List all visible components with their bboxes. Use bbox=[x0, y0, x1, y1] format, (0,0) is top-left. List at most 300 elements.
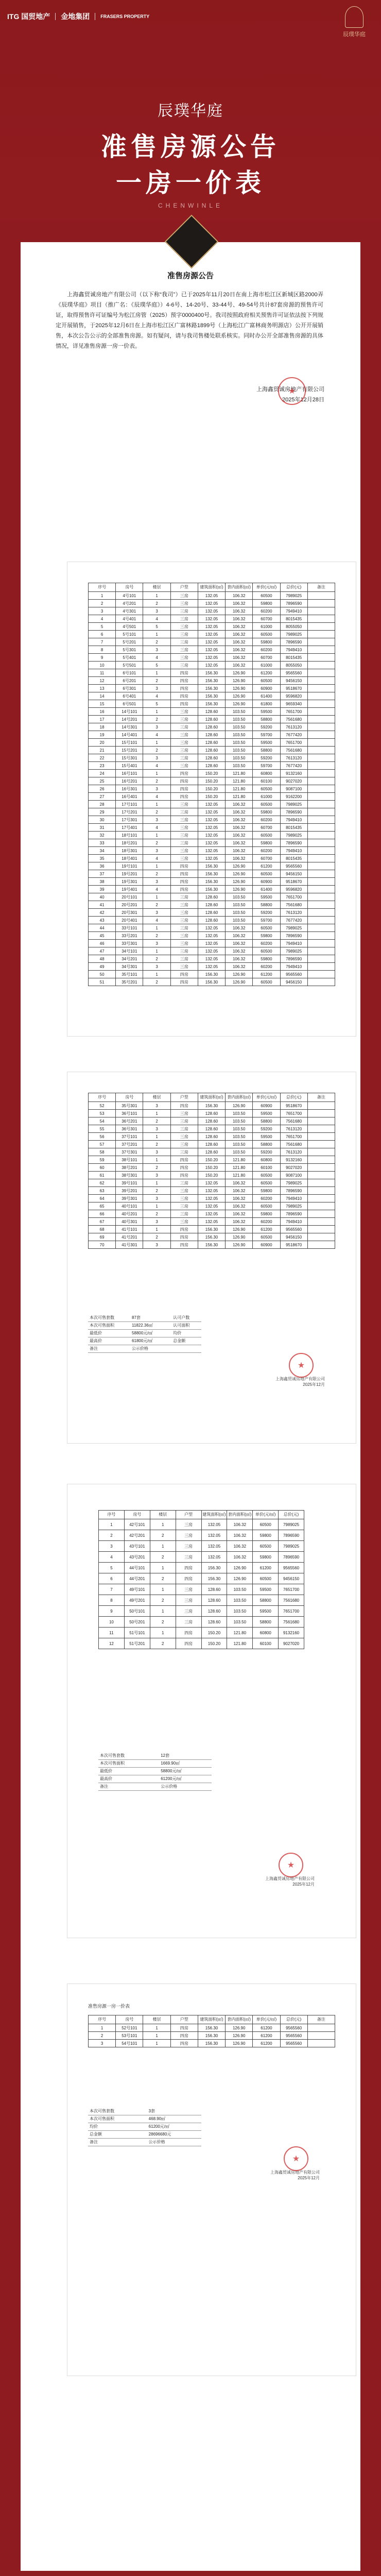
table-body bbox=[89, 592, 335, 986]
table-row bbox=[89, 1117, 335, 1125]
table-cell: 103.50 bbox=[226, 754, 253, 762]
table-cell: 9565560 bbox=[280, 2040, 307, 2047]
table-cell: 60500 bbox=[253, 631, 280, 638]
summary-cell: 本次可售套数 bbox=[88, 1314, 130, 1322]
table-cell: 50号201 bbox=[124, 1617, 150, 1628]
column-header: 套内面积(㎡) bbox=[226, 583, 253, 592]
column-header: 总价(元) bbox=[280, 1093, 307, 1102]
table-cell: 60500 bbox=[253, 924, 280, 932]
table-cell: 156.30 bbox=[201, 1563, 227, 1573]
table-row bbox=[89, 1179, 335, 1187]
table-cell: 2 bbox=[143, 677, 170, 685]
table-row bbox=[89, 731, 335, 739]
table-row bbox=[89, 723, 335, 731]
table-cell: 132.05 bbox=[198, 1210, 225, 1218]
table-row bbox=[89, 978, 335, 986]
table-cell: 36号201 bbox=[116, 1117, 143, 1125]
table-cell: 三房 bbox=[170, 623, 198, 631]
table-cell: 63 bbox=[89, 1187, 116, 1195]
stamp-block bbox=[265, 1876, 315, 1887]
table-row bbox=[89, 646, 335, 654]
table-row bbox=[89, 862, 335, 870]
table-cell: 106.32 bbox=[226, 832, 253, 839]
table-cell bbox=[307, 1202, 335, 1210]
table-cell: 59200 bbox=[253, 723, 280, 731]
table-cell: 34号301 bbox=[116, 963, 143, 971]
summary-cell: 最低价 bbox=[98, 1768, 159, 1775]
column-header: 总价(元) bbox=[279, 1511, 304, 1519]
table-cell: 7989025 bbox=[280, 1202, 307, 1210]
table-cell: 1 bbox=[143, 1179, 170, 1187]
table-cell: 三房 bbox=[170, 955, 198, 963]
table-cell: 132.05 bbox=[198, 592, 225, 600]
table-row bbox=[89, 623, 335, 631]
table-header-row bbox=[89, 2015, 335, 2024]
company-seal bbox=[289, 1353, 314, 1378]
table-cell: 15号101 bbox=[116, 739, 143, 747]
table-cell: 四房 bbox=[170, 793, 198, 801]
table-cell: 60500 bbox=[253, 870, 280, 878]
table-cell: 106.32 bbox=[226, 824, 253, 832]
table-cell: 7613120 bbox=[280, 909, 307, 917]
table-cell: 61400 bbox=[253, 886, 280, 893]
table-cell: 60700 bbox=[253, 855, 280, 862]
table-cell bbox=[307, 1117, 335, 1125]
table-cell: 7896590 bbox=[280, 808, 307, 816]
table-row bbox=[99, 1595, 304, 1606]
table-cell: 60900 bbox=[253, 685, 280, 692]
table-cell: 2 bbox=[143, 716, 170, 723]
table-cell: 9596820 bbox=[280, 692, 307, 700]
table-row bbox=[89, 909, 335, 917]
table-cell: 7989025 bbox=[280, 947, 307, 955]
table-cell: 18号301 bbox=[116, 847, 143, 855]
table-cell: 20号101 bbox=[116, 893, 143, 901]
table-cell bbox=[307, 1218, 335, 1226]
table-cell: 3 bbox=[143, 646, 170, 654]
table-cell: 61200 bbox=[253, 669, 280, 677]
table-cell: 1 bbox=[143, 770, 170, 777]
column-header: 单价(元/㎡) bbox=[253, 1511, 279, 1519]
table-cell: 106.32 bbox=[226, 955, 253, 963]
table-cell: 132.05 bbox=[198, 1195, 225, 1202]
table-cell: 106.32 bbox=[226, 592, 253, 600]
table-cell: 四房 bbox=[176, 1638, 201, 1649]
table-header-row bbox=[99, 1511, 304, 1519]
summary-cell: 最高价 bbox=[98, 1775, 159, 1783]
table-cell: 59800 bbox=[253, 932, 280, 940]
table-cell: 128.60 bbox=[198, 731, 225, 739]
table-cell: 40号301 bbox=[116, 1218, 143, 1226]
table-row bbox=[89, 893, 335, 901]
gemdale-logo: 金地集团 bbox=[61, 12, 90, 21]
table-cell: 60500 bbox=[253, 947, 280, 955]
table-cell: 17号301 bbox=[116, 816, 143, 824]
table-cell: 三房 bbox=[170, 592, 198, 600]
table-cell: 60700 bbox=[253, 654, 280, 662]
table-cell: 44 bbox=[89, 924, 116, 932]
summary-cell: 本次可售面积 bbox=[88, 2115, 147, 2123]
table-cell: 106.32 bbox=[226, 839, 253, 847]
table-row bbox=[89, 917, 335, 924]
table-cell: 1 bbox=[143, 971, 170, 978]
table-cell: 3 bbox=[143, 1125, 170, 1133]
table-cell: 22 bbox=[89, 754, 116, 762]
table-cell: 1 bbox=[143, 1202, 170, 1210]
summary-cell: 均价 bbox=[88, 2123, 147, 2131]
table-cell bbox=[307, 855, 335, 862]
table-cell bbox=[307, 832, 335, 839]
table-cell: 39 bbox=[89, 886, 116, 893]
table-cell: 15号201 bbox=[116, 747, 143, 754]
table-cell: 8015435 bbox=[280, 654, 307, 662]
table-cell: 8015435 bbox=[280, 615, 307, 623]
table-cell: 106.32 bbox=[226, 1210, 253, 1218]
table-cell: 39号201 bbox=[116, 1187, 143, 1195]
table-row bbox=[89, 1218, 335, 1226]
table-cell: 41号301 bbox=[116, 1241, 143, 1249]
table-cell: 55 bbox=[89, 1125, 116, 1133]
table-cell: 三房 bbox=[170, 1133, 198, 1141]
table-cell: 60700 bbox=[253, 615, 280, 623]
table-cell: 61200 bbox=[253, 1226, 280, 1233]
table-cell: 150.20 bbox=[198, 785, 225, 793]
table-cell: 四房 bbox=[170, 978, 198, 986]
table-cell: 4 bbox=[99, 1552, 125, 1563]
table-cell: 126.90 bbox=[226, 886, 253, 893]
table-cell: 34号201 bbox=[116, 955, 143, 963]
table-cell bbox=[307, 839, 335, 847]
table-cell: 106.32 bbox=[226, 924, 253, 932]
table-cell: 1 bbox=[143, 832, 170, 839]
summary-cell: 总金额 bbox=[88, 2131, 147, 2139]
column-header: 套内面积(㎡) bbox=[226, 1093, 253, 1102]
table-cell: 126.90 bbox=[226, 677, 253, 685]
table-row bbox=[99, 1541, 304, 1552]
summary-cell bbox=[167, 1330, 171, 1337]
table-cell: 三房 bbox=[170, 754, 198, 762]
table-cell: 三房 bbox=[170, 762, 198, 770]
table-cell: 四房 bbox=[170, 677, 198, 685]
table-row bbox=[99, 1563, 304, 1573]
table-row bbox=[89, 847, 335, 855]
table-cell: 132.05 bbox=[198, 646, 225, 654]
summary-cell: 1669.90㎡ bbox=[159, 1760, 212, 1768]
table-cell: 2 bbox=[89, 600, 116, 607]
table-cell: 30 bbox=[89, 816, 116, 824]
table-cell: 59500 bbox=[253, 708, 280, 716]
table-cell: 3 bbox=[143, 1102, 170, 1110]
table-cell: 7949410 bbox=[280, 607, 307, 615]
table-cell: 9027020 bbox=[280, 1164, 307, 1172]
table-cell: 三房 bbox=[170, 1117, 198, 1125]
table-cell: 四房 bbox=[170, 1102, 198, 1110]
column-header: 房号 bbox=[116, 583, 143, 592]
table-row bbox=[99, 1638, 304, 1649]
table-cell: 20 bbox=[89, 739, 116, 747]
table-cell: 103.50 bbox=[226, 1133, 253, 1141]
table-cell: 132.05 bbox=[201, 1541, 227, 1552]
table-cell: 121.80 bbox=[226, 770, 253, 777]
table-cell: 150.20 bbox=[198, 793, 225, 801]
table-cell: 121.80 bbox=[226, 777, 253, 785]
table-cell: 18号401 bbox=[116, 855, 143, 862]
table-body bbox=[89, 1102, 335, 1249]
column-header: 楼层 bbox=[143, 583, 170, 592]
table-cell: 三房 bbox=[170, 615, 198, 623]
table-cell: 7651700 bbox=[279, 1606, 304, 1617]
table-cell: 29 bbox=[89, 808, 116, 816]
table-cell: 64 bbox=[89, 1195, 116, 1202]
table-row bbox=[89, 793, 335, 801]
table-cell: 132.05 bbox=[198, 1187, 225, 1195]
table-cell: 103.50 bbox=[226, 708, 253, 716]
table-cell: 103.50 bbox=[226, 1125, 253, 1133]
table-cell: 9565560 bbox=[280, 862, 307, 870]
table-cell: 14号401 bbox=[116, 731, 143, 739]
table-cell: 41号201 bbox=[116, 1233, 143, 1241]
table-cell: 60200 bbox=[253, 607, 280, 615]
notice-company: 上海鑫贸诚房地产有限公司 bbox=[256, 386, 324, 393]
itg-logo: ITG 国贸地产 bbox=[7, 12, 50, 21]
table-cell: 9456150 bbox=[280, 870, 307, 878]
table-row bbox=[89, 2032, 335, 2040]
table-cell: 126.90 bbox=[226, 978, 253, 986]
table-cell: 156.30 bbox=[198, 1233, 225, 1241]
table-cell: 四房 bbox=[170, 1172, 198, 1179]
table-cell: 三房 bbox=[170, 909, 198, 917]
table-cell: 5号201 bbox=[116, 638, 143, 646]
table-row bbox=[89, 839, 335, 847]
table-cell: 9565560 bbox=[280, 1226, 307, 1233]
summary-cell bbox=[171, 1345, 201, 1353]
table-cell bbox=[307, 708, 335, 716]
column-header: 套内面积(㎡) bbox=[227, 1511, 253, 1519]
table-cell: 103.50 bbox=[226, 731, 253, 739]
table-cell: 2 bbox=[150, 1573, 176, 1584]
table-cell bbox=[307, 1125, 335, 1133]
table-cell: 7561680 bbox=[279, 1595, 304, 1606]
table-cell: 126.90 bbox=[226, 2032, 253, 2040]
table-cell: 25 bbox=[89, 777, 116, 785]
table-cell: 128.60 bbox=[198, 739, 225, 747]
table-cell: 18号201 bbox=[116, 839, 143, 847]
table-cell: 2 bbox=[89, 2032, 116, 2040]
table-cell: 132.05 bbox=[198, 600, 225, 607]
table-cell bbox=[307, 847, 335, 855]
table-cell: 35号101 bbox=[116, 971, 143, 978]
table-cell: 126.90 bbox=[226, 685, 253, 692]
table-cell: 三房 bbox=[176, 1606, 201, 1617]
table-cell: 7561680 bbox=[280, 1117, 307, 1125]
table-cell: 60500 bbox=[253, 1202, 280, 1210]
summary-row bbox=[88, 2115, 201, 2123]
column-header: 总价(元) bbox=[280, 2015, 307, 2024]
table-cell: 16号401 bbox=[116, 793, 143, 801]
table-cell: 7677420 bbox=[280, 917, 307, 924]
table-cell: 4 bbox=[143, 654, 170, 662]
table-cell: 60800 bbox=[253, 1156, 280, 1164]
summary-row bbox=[98, 1768, 212, 1775]
table-cell: 61200 bbox=[253, 2040, 280, 2047]
table-row bbox=[99, 1573, 304, 1584]
table-cell: 三房 bbox=[170, 893, 198, 901]
table-cell: 6 bbox=[99, 1573, 125, 1584]
table-cell: 132.05 bbox=[198, 832, 225, 839]
table-cell: 132.05 bbox=[201, 1552, 227, 1563]
table-row bbox=[99, 1617, 304, 1628]
table-cell: 42 bbox=[89, 909, 116, 917]
table-cell: 三房 bbox=[170, 855, 198, 862]
table-cell: 60900 bbox=[253, 878, 280, 886]
summary-cell bbox=[167, 1337, 171, 1345]
table-cell: 103.50 bbox=[227, 1606, 253, 1617]
table-cell: 5号301 bbox=[116, 646, 143, 654]
table-cell: 39号301 bbox=[116, 1195, 143, 1202]
table-cell: 37 bbox=[89, 870, 116, 878]
table-cell: 三房 bbox=[170, 1110, 198, 1117]
table-cell bbox=[307, 770, 335, 777]
table-cell: 128.60 bbox=[198, 1125, 225, 1133]
table-cell: 2 bbox=[143, 901, 170, 909]
table-cell bbox=[307, 654, 335, 662]
table-cell bbox=[307, 662, 335, 669]
table-cell bbox=[307, 669, 335, 677]
summary-cell: 认可户数 bbox=[171, 1314, 201, 1322]
table-cell: 59500 bbox=[253, 739, 280, 747]
table-cell: 1 bbox=[143, 631, 170, 638]
table-cell: 2 bbox=[143, 1141, 170, 1148]
table-cell: 128.60 bbox=[198, 1117, 225, 1125]
table-cell: 3 bbox=[143, 1195, 170, 1202]
table-cell: 128.60 bbox=[198, 1141, 225, 1148]
table-cell: 106.32 bbox=[227, 1541, 253, 1552]
table-cell: 51号201 bbox=[124, 1638, 150, 1649]
table-cell: 7677420 bbox=[280, 762, 307, 770]
table-cell: 59500 bbox=[253, 893, 280, 901]
summary-cell: 61200元/㎡ bbox=[159, 1775, 212, 1783]
table-cell bbox=[307, 1226, 335, 1233]
table-cell: 三房 bbox=[170, 947, 198, 955]
table-cell: 三房 bbox=[170, 716, 198, 723]
table-cell: 60200 bbox=[253, 963, 280, 971]
table-cell: 2 bbox=[143, 870, 170, 878]
summary-row bbox=[88, 1330, 201, 1337]
summary-row bbox=[98, 1760, 212, 1768]
table-cell: 三房 bbox=[170, 839, 198, 847]
table-cell: 1 bbox=[150, 1563, 176, 1573]
table-cell: 7677420 bbox=[280, 731, 307, 739]
table-cell: 1 bbox=[150, 1519, 176, 1530]
table-cell: 106.32 bbox=[226, 631, 253, 638]
table-cell: 106.32 bbox=[227, 1530, 253, 1541]
table-cell: 106.32 bbox=[226, 1179, 253, 1187]
table-cell: 三房 bbox=[176, 1595, 201, 1606]
table-cell: 9518670 bbox=[280, 1102, 307, 1110]
table-cell: 7896590 bbox=[279, 1530, 304, 1541]
table-cell: 43号201 bbox=[124, 1552, 150, 1563]
table-cell: 132.05 bbox=[198, 1179, 225, 1187]
table-cell: 43号101 bbox=[124, 1541, 150, 1552]
table-cell bbox=[307, 1110, 335, 1117]
table-row bbox=[89, 592, 335, 600]
table-row bbox=[89, 1133, 335, 1141]
table-cell: 156.30 bbox=[198, 1226, 225, 1233]
table-cell bbox=[307, 932, 335, 940]
table-cell: 132.05 bbox=[198, 924, 225, 932]
summary-cell: 61200元/㎡ bbox=[147, 2123, 201, 2131]
table-cell: 54 bbox=[89, 1117, 116, 1125]
table-row bbox=[99, 1606, 304, 1617]
column-header: 户型 bbox=[176, 1511, 201, 1519]
table-cell bbox=[307, 870, 335, 878]
table-cell: 17号101 bbox=[116, 801, 143, 808]
table-cell: 61800 bbox=[253, 700, 280, 708]
table-row bbox=[99, 1584, 304, 1595]
price-table-4 bbox=[88, 2015, 335, 2047]
page-title-line1: 准售房源公告 bbox=[101, 132, 280, 161]
table-cell: 132.05 bbox=[198, 963, 225, 971]
table-cell: 2 bbox=[150, 1595, 176, 1606]
table-cell: 106.32 bbox=[226, 600, 253, 607]
table-cell: 156.30 bbox=[198, 2024, 225, 2032]
table-cell: 四房 bbox=[170, 1226, 198, 1233]
table-cell: 38号101 bbox=[116, 1156, 143, 1164]
table-cell: 60500 bbox=[253, 1179, 280, 1187]
table-cell: 三房 bbox=[170, 1148, 198, 1156]
table-row bbox=[89, 801, 335, 808]
stamp-company: 上海鑫贸诚房地产有限公司 bbox=[265, 1876, 315, 1881]
table-row bbox=[99, 1530, 304, 1541]
summary-row bbox=[98, 1775, 212, 1783]
table-row bbox=[89, 708, 335, 716]
summary-cell: 备注 bbox=[88, 1345, 130, 1353]
table-cell: 106.32 bbox=[226, 940, 253, 947]
summary-cell: 本次可售套数 bbox=[88, 2108, 147, 2115]
table-cell: 4 bbox=[89, 615, 116, 623]
table-cell bbox=[307, 716, 335, 723]
table-cell bbox=[307, 1102, 335, 1110]
table-cell: 40号101 bbox=[116, 1202, 143, 1210]
summary-cell: 本次可售面积 bbox=[98, 1760, 159, 1768]
table-cell: 106.32 bbox=[226, 654, 253, 662]
table-cell: 59800 bbox=[253, 839, 280, 847]
table-cell: 9456150 bbox=[280, 1233, 307, 1241]
table-row bbox=[89, 971, 335, 978]
table-cell bbox=[307, 638, 335, 646]
table-cell: 9518670 bbox=[280, 685, 307, 692]
developer-logos bbox=[7, 11, 149, 22]
table-cell bbox=[307, 677, 335, 685]
table-cell: 8055050 bbox=[280, 662, 307, 669]
table-cell: 3 bbox=[143, 1241, 170, 1249]
table-cell: 7989025 bbox=[280, 832, 307, 839]
table-cell bbox=[307, 723, 335, 731]
table-row bbox=[89, 1141, 335, 1148]
table-cell: 5 bbox=[89, 623, 116, 631]
table-cell: 7896590 bbox=[280, 1187, 307, 1195]
table-cell: 59800 bbox=[253, 808, 280, 816]
table-cell: 7896590 bbox=[279, 1552, 304, 1563]
table-cell: 7989025 bbox=[279, 1519, 304, 1530]
summary-cell: 12套 bbox=[159, 1752, 212, 1760]
table-cell: 11 bbox=[99, 1628, 125, 1638]
table-cell: 1 bbox=[150, 1541, 176, 1552]
table-cell: 103.50 bbox=[226, 716, 253, 723]
table-cell: 128.60 bbox=[198, 708, 225, 716]
table-cell: 106.32 bbox=[226, 662, 253, 669]
table-cell: 2 bbox=[143, 600, 170, 607]
